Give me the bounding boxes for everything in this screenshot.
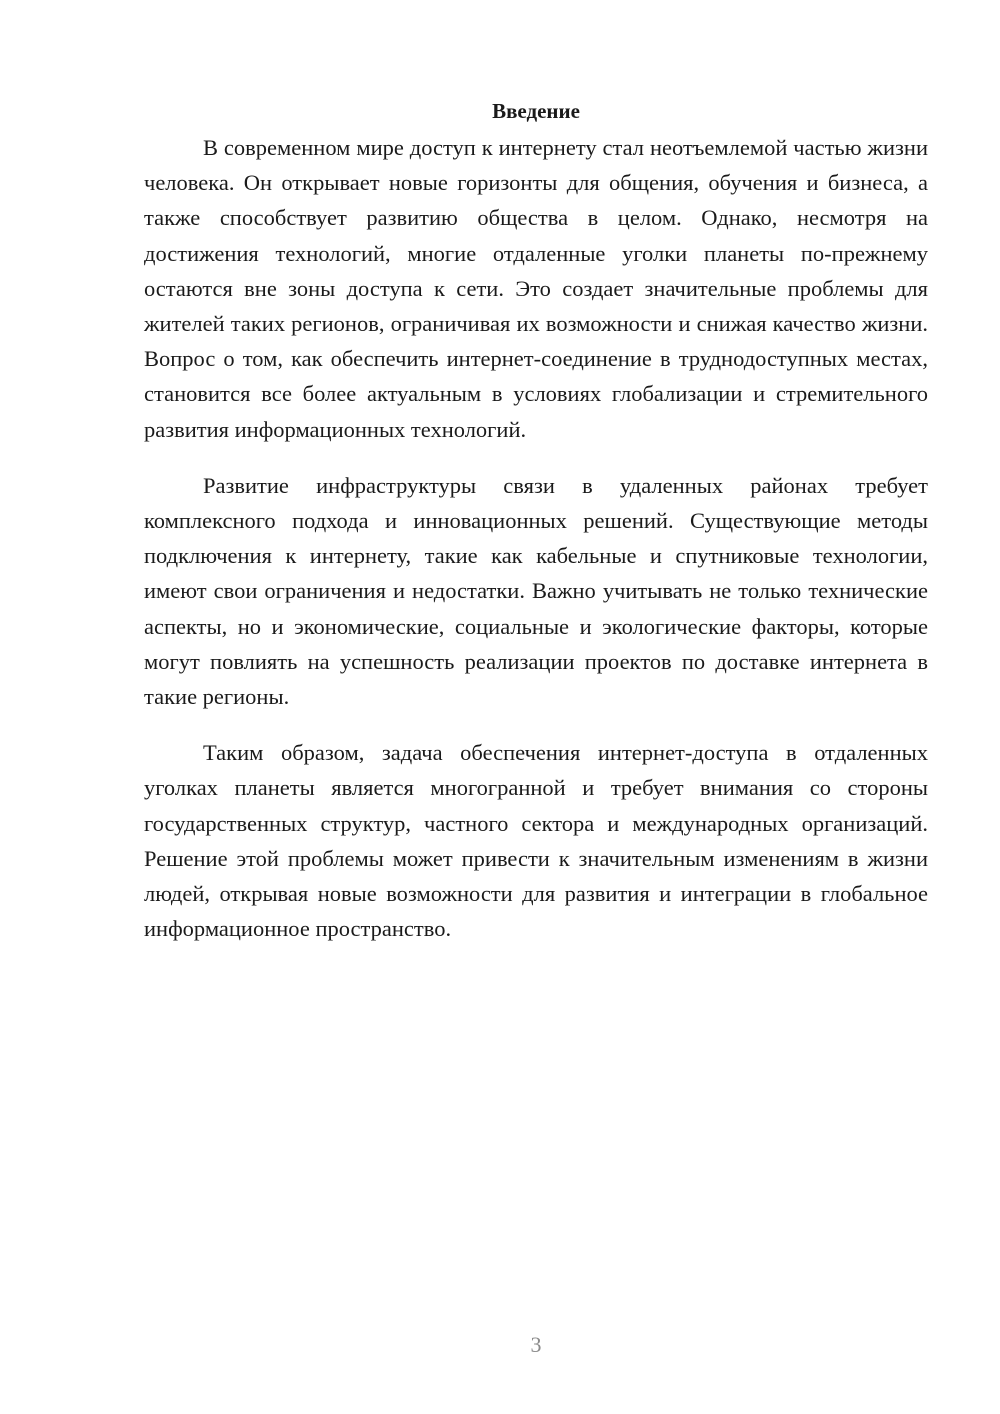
page-content — [144, 96, 928, 967]
page-number: 3 — [530, 1332, 542, 1357]
paragraph-2: Развитие инфраструктуры связи в удаленных районах требует комплексного подхода и инновационных решений. Существующие методы подключения к интернету, такие как кабельные и спутниковые технологии, имеют свои ограничения и недостатки. Важно учитывать не только технические аспекты, но и экономические, социальные и экологические факторы, которые могут повлиять на успешность реализации проектов по доставке интернета в такие регионы. — [144, 472, 928, 710]
paragraph-3: Таким образом, задача обеспечения интернет-доступа в отдаленных уголках планеты является многогранной и требует внимания со стороны государственных структур, частного сектора и международных организаций. Решение этой проблемы может привести к значительным изменениям в жизни людей, открывая новые возможности для развития и интеграции в глобальное информационное пространство. — [144, 740, 928, 942]
paragraph-1: В современном мире доступ к интернету стал неотъемлемой частью жизни человека. Он открывает новые горизонты для общения, обучения и бизнеса, а также способствует развитию общества в целом. Однако, несмотря на достижения технологий, многие отдаленные уголки планеты по-прежнему остаются вне зоны доступа к сети. Это создает значительные проблемы для жителей таких регионов, ограничивая их возможности и снижая качество жизни. Вопрос о том, как обеспечить интернет-соединение в труднодоступных местах, становится все более актуальным в условиях глобализации и стремительного развития информационных технологий. — [144, 135, 928, 442]
section-title: Введение — [492, 99, 580, 123]
